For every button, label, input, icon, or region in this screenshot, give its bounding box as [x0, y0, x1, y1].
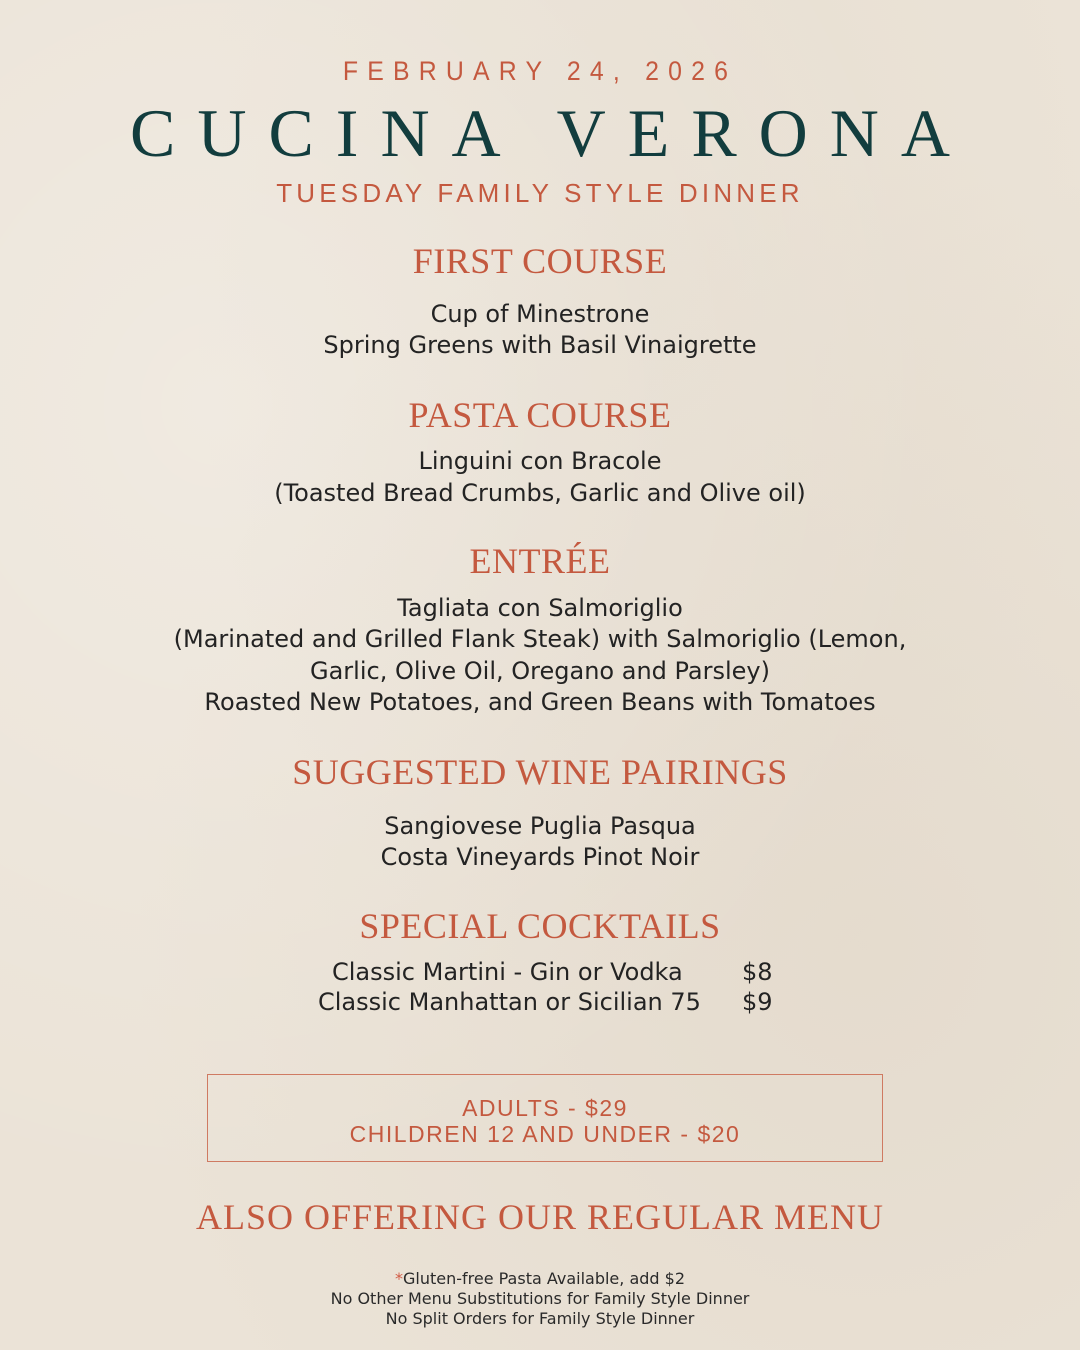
gluten-free-note	[0, 1269, 1080, 1289]
cocktail-price: $8	[742, 958, 773, 986]
section-heading: ENTRÉE	[469, 541, 611, 581]
menu-item: Tagliata con Salmoriglio	[397, 594, 683, 622]
cocktail-name: Classic Martini - Gin or Vodka	[332, 958, 683, 986]
substitution-note: No Other Menu Substitutions for Family Style Dinner	[330, 1289, 750, 1308]
split-order-note: No Split Orders for Family Style Dinner	[385, 1309, 695, 1328]
asterisk-mark: *	[394, 1269, 403, 1288]
section-heading: SPECIAL COCKTAILS	[359, 906, 721, 946]
menu-date: FEBRUARY 24, 2026	[342, 56, 738, 86]
regular-menu-note: ALSO OFFERING OUR REGULAR MENU	[195, 1197, 885, 1237]
menu-item-sides: Roasted New Potatoes, and Green Beans with Tomatoes	[204, 688, 876, 716]
event-title: TUESDAY FAMILY STYLE DINNER	[276, 178, 804, 208]
menu-item-description: (Marinated and Grilled Flank Steak) with Salmoriglio (Lemon,	[173, 625, 907, 653]
pricing-box	[207, 1074, 883, 1162]
section-heading: SUGGESTED WINE PAIRINGS	[292, 752, 788, 792]
section-heading: PASTA COURSE	[408, 395, 672, 435]
menu-item-description: Garlic, Olive Oil, Oregano and Parsley)	[310, 657, 770, 685]
menu-item: Spring Greens with Basil Vinaigrette	[323, 331, 757, 359]
restaurant-name: CUCINA VERONA	[129, 95, 973, 171]
menu-item: Linguini con Bracole	[418, 447, 662, 475]
gluten-free-text: Gluten-free Pasta Available, add $2	[402, 1269, 686, 1288]
children-price: CHILDREN 12 AND UNDER - $20	[349, 1121, 741, 1147]
adult-price: ADULTS - $29	[462, 1095, 628, 1121]
cocktail-price: $9	[742, 988, 773, 1016]
wine-item: Costa Vineyards Pinot Noir	[380, 843, 700, 871]
cocktail-name: Classic Manhattan or Sicilian 75	[318, 988, 701, 1016]
menu-item: Cup of Minestrone	[430, 300, 650, 328]
section-heading: FIRST COURSE	[412, 241, 668, 281]
menu-item-description: (Toasted Bread Crumbs, Garlic and Olive oil)	[274, 479, 806, 507]
wine-item: Sangiovese Puglia Pasqua	[384, 812, 696, 840]
